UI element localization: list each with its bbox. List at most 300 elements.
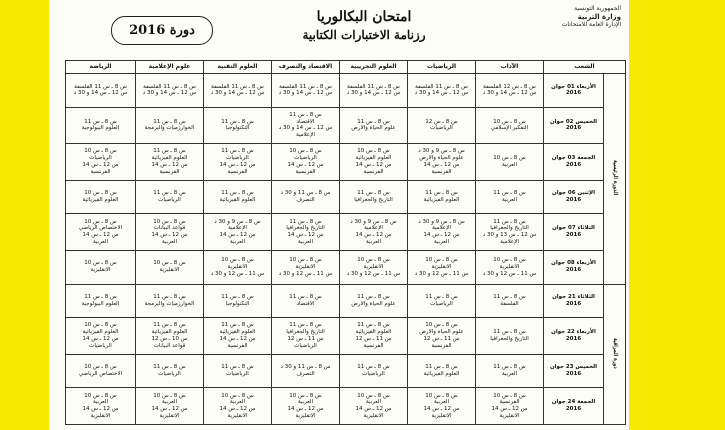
exam-cell <box>136 318 204 355</box>
exam-cell <box>408 180 476 214</box>
exam-cell-line: س 8 ـ س 10 <box>493 257 526 264</box>
table-row <box>66 354 626 388</box>
exam-cell-line: س 8 ـ س 11 و 30 د <box>280 190 331 197</box>
exam-day: الأربعاء 08 جوان 2016 <box>544 250 604 284</box>
exam-cell-line: س 8 ـ س 10 <box>153 260 186 267</box>
exam-cell <box>408 354 476 388</box>
exam-cell-line: العلوم الفيزيائية <box>355 329 392 336</box>
exam-cell-line: العربية <box>92 238 109 245</box>
exam-cell <box>340 250 408 284</box>
exam-cell-line: العلوم البيولوجية <box>81 125 120 132</box>
exam-cell-line: العربية <box>92 399 109 406</box>
exam-cell <box>204 354 272 388</box>
exam-cell <box>66 144 136 181</box>
exam-cell-line: س 8 ـ س 10 <box>493 392 526 399</box>
exam-cell-line: الأنقليزية <box>90 413 111 419</box>
exam-cell <box>476 388 544 425</box>
exam-cell-line: س 8 ـ س 11 <box>357 294 390 301</box>
exam-cell-line: س 8 ـ س 11 <box>493 218 526 225</box>
exam-cell <box>272 284 340 318</box>
exam-cell-line: الأنقليزية <box>227 413 248 419</box>
exam-cell-line: س 12 ـ س 14 <box>82 161 119 168</box>
table-row <box>66 284 626 318</box>
exam-cell-line: س 8 ـ س 11 <box>425 364 458 371</box>
exam-cell-line: س 8 ـ س 10 <box>425 257 458 264</box>
column-header: الشعب <box>544 61 626 74</box>
exam-cell-line: س 12 ـ س 14 <box>82 406 119 413</box>
exam-cell <box>136 180 204 214</box>
exam-cell <box>476 214 544 251</box>
exam-cell <box>136 214 204 251</box>
exam-cell-line: الرياضيات <box>294 342 317 349</box>
exam-cell-line: س 12 ـ س 14 و 30 د <box>278 90 333 97</box>
exam-cell-line: العلوم الفيزيائية <box>423 371 460 378</box>
exam-cell <box>272 214 340 251</box>
issuer-block <box>511 5 621 29</box>
exam-cell-line: س 12 ـ س 14 <box>219 161 256 168</box>
table-row <box>66 318 626 355</box>
exam-title: امتحان البكالوريا <box>316 9 412 25</box>
exam-cell-line: س 11 ـ س 12 و 30 د <box>414 270 469 277</box>
exam-cell-line: س 8 ـ س 11 <box>357 322 390 329</box>
exam-cell-line: س 8 ـ س 10 <box>153 218 186 225</box>
exam-cell-line: الخوارزميات والبرمجة <box>144 300 195 307</box>
exam-cell-line: س 8 ـ س 10 <box>84 364 117 371</box>
exam-cell-line: الإعلامية <box>432 225 451 232</box>
exam-cell-line: س 8 ـ س 10 <box>425 392 458 399</box>
exam-cell-line: س 8 ـ س 10 <box>357 257 390 264</box>
exam-cell <box>340 180 408 214</box>
exam-cell <box>408 284 476 318</box>
exam-cell <box>408 107 476 144</box>
exam-cell-line: س 8 ـ س 10 <box>357 148 390 155</box>
exam-cell-line: س 8 ـ س 11 <box>493 294 526 301</box>
exam-cell <box>340 354 408 388</box>
exam-cell-line: س 12 ـ س 14 و 30 د <box>414 90 469 97</box>
exam-cell-line: س 8 ـ س 10 <box>425 322 458 329</box>
exam-cell-line: س 8 ـ س 9 و 30 د <box>214 218 261 225</box>
exam-cell-line: قواعد البيانات <box>153 225 186 232</box>
exam-cell-line: الاختصاص الرياضي <box>78 225 123 232</box>
exam-cell-line: س 8 ـ س 11 <box>493 329 526 336</box>
exam-cell-line: التصرف <box>296 197 315 204</box>
exam-cell-line: الإعلامية <box>296 132 315 139</box>
exam-cell-line: س 8 ـ س 11 <box>153 294 186 301</box>
exam-cell-line: س 8 ـ س 11 <box>221 118 254 125</box>
exam-day: الخميس 23 جوان 2016 <box>544 354 604 388</box>
exam-cell-line: العلوم الفيزيائية <box>219 197 256 204</box>
exam-cell-line: علوم الحياة والأرض <box>419 329 464 336</box>
exam-cell <box>136 388 204 425</box>
exam-cell-line: الرياضيات <box>430 300 453 307</box>
exam-cell-line: س 8 ـ س 11 <box>493 190 526 197</box>
exam-cell-line: س 8 ـ س 11 <box>357 364 390 371</box>
exam-cell-line: العربية <box>501 371 518 378</box>
exam-cell <box>340 107 408 144</box>
exam-cell <box>272 180 340 214</box>
exam-cell <box>340 74 408 108</box>
exam-schedule-table <box>65 60 626 425</box>
exam-day: الثلاثاء 07 جوان 2016 <box>544 214 604 251</box>
exam-cell-line: س 8 ـ س 11 <box>221 322 254 329</box>
issuer-line: الجمهورية التونسية <box>574 5 621 12</box>
exam-cell <box>204 107 272 144</box>
exam-cell <box>136 74 204 108</box>
exam-cell-line: الإعلامية <box>364 225 383 232</box>
exam-cell <box>340 214 408 251</box>
exam-cell-line: س 11 ـ س 12 و 30 د <box>210 270 265 277</box>
exam-cell-line: س 8 ـ س 11 <box>221 148 254 155</box>
exam-cell-line: العربية <box>501 161 518 168</box>
exam-cell-line: س 8 ـ س 11 <box>153 190 186 197</box>
exam-cell-line: س 12 ـ س 14 <box>219 406 256 413</box>
exam-cell-line: العربية <box>297 399 314 406</box>
exam-cell-line: العلوم الفيزيائية <box>82 197 119 204</box>
exam-cell-line: الرياضيات <box>430 125 453 132</box>
exam-cell-line: الخوارزميات والبرمجة <box>144 125 195 132</box>
exam-cell-line: س 12 ـ س 14 و 30 د <box>482 90 537 97</box>
session-label-text: الدورة الرئيسية <box>611 159 618 195</box>
exam-cell-line: العلوم الفيزيائية <box>82 329 119 336</box>
exam-cell-line: س 12 ـ س 14 <box>151 161 188 168</box>
exam-cell <box>204 318 272 355</box>
exam-cell <box>66 354 136 388</box>
exam-cell-line: س 8 ـ س 11 <box>289 111 322 118</box>
exam-cell-line: س 12 ـ س 14 <box>423 232 460 239</box>
exam-cell-line: الفرنسية <box>431 342 452 349</box>
exam-cell <box>408 318 476 355</box>
exam-cell-line: س 8 ـ س 10 <box>357 392 390 399</box>
exam-cell-line: س 12 ـ س 14 <box>82 232 119 239</box>
exam-cell <box>66 284 136 318</box>
exam-cell <box>136 284 204 318</box>
exam-cell <box>66 318 136 355</box>
table-row <box>66 180 626 214</box>
exam-cell <box>204 284 272 318</box>
exam-cell <box>476 250 544 284</box>
exam-cell <box>476 354 544 388</box>
exam-cell-line: س 12 ـ س 14 <box>355 232 392 239</box>
column-header: علوم الإعلامية <box>136 61 204 74</box>
exam-cell-line: الفرنسية <box>227 168 248 175</box>
exam-cell <box>66 388 136 425</box>
exam-cell <box>204 74 272 108</box>
exam-cell-line: س 11 ـ س 12 و 30 د <box>482 270 537 277</box>
exam-cell-line: س 8 ـ س 11 <box>221 364 254 371</box>
exam-cell-line: س 12 ـ س 14 <box>423 161 460 168</box>
exam-cell-line: الرياضيات <box>362 371 385 378</box>
issuer-line: الإدارة العامة للامتحانات <box>561 21 621 28</box>
exam-cell-line: س 12 ـ س 14 <box>151 406 188 413</box>
exam-cell <box>136 144 204 181</box>
exam-cell-line: س 8 ـ س 11 الفلسفة <box>279 83 332 90</box>
exam-day: الأربعاء 22 جوان 2016 <box>544 318 604 355</box>
exam-cell-line: س 12 ـ س 14 و 30 د <box>346 90 401 97</box>
header-row <box>66 61 626 74</box>
exam-cell-line: الفرنسية <box>363 168 384 175</box>
exam-cell <box>476 107 544 144</box>
exam-cell-line: س 8 ـ س 10 <box>84 218 117 225</box>
exam-cell-line: التاريخ والجغرافيا <box>286 225 325 232</box>
exam-cell-line: س 8 ـ س 12 <box>425 118 458 125</box>
exam-cell-line: الاختصاص الرياضي <box>78 371 123 378</box>
exam-cell <box>66 250 136 284</box>
exam-cell-line: الرياضيات <box>226 371 249 378</box>
exam-cell-line: الرياضيات <box>294 155 317 162</box>
exam-cell-line: س 8 ـ س 10 <box>84 190 117 197</box>
exam-cell-line: س 11 ـ س 12 <box>423 335 460 342</box>
exam-cell-line: الفرنسية <box>159 168 180 175</box>
exam-cell-line: س 8 ـ س 11 الفلسفة <box>211 83 264 90</box>
column-header: العلوم التقنية <box>204 61 272 74</box>
exam-cell-line: س 8 ـ س 11 الفلسفة <box>415 83 468 90</box>
exam-cell-line: التفكير الإسلامي <box>490 125 529 132</box>
exam-cell-line: س 12 ـ س 14 <box>287 406 324 413</box>
exam-cell-line: س 12 ـ س 14 و 30 د <box>73 90 128 97</box>
exam-cell-line: س 8 ـ س 10 <box>289 392 322 399</box>
exam-cell <box>476 74 544 108</box>
exam-cell-line: س 12 ـ س 14 <box>219 232 256 239</box>
exam-cell-line: الأنقليزية <box>295 263 316 270</box>
exam-cell-line: قواعد البيانات <box>153 342 186 349</box>
exam-cell-line: س 10 ـ س 12 <box>151 335 188 342</box>
exam-cell-line: س 12 ـ س 14 و 30 د <box>210 90 265 97</box>
table-row <box>66 250 626 284</box>
exam-subtitle: رزنامة الاختبارات الكتابية <box>302 28 426 42</box>
exam-cell <box>476 318 544 355</box>
exam-cell-line: س 8 ـ س 11 <box>153 118 186 125</box>
exam-cell <box>66 74 136 108</box>
column-header: الرياضة <box>66 61 136 74</box>
exam-cell-line: س 8 ـ س 10 <box>221 257 254 264</box>
session-year-box: دورة 2016 <box>111 16 213 45</box>
exam-cell <box>204 214 272 251</box>
exam-cell-line: علوم الحياة والأرض <box>419 155 464 162</box>
exam-cell-line: الأنقليزية <box>159 413 180 419</box>
exam-cell-line: س 11 ـ س 12 و 30 د <box>346 270 401 277</box>
exam-cell-line: س 8 ـ س 11 <box>425 190 458 197</box>
exam-cell-line: س 11 ـ س 12 و 30 د <box>278 270 333 277</box>
exam-cell-line: س 8 ـ س 11 <box>493 364 526 371</box>
exam-cell <box>136 107 204 144</box>
exam-cell-line: س 8 ـ س 11 <box>289 294 322 301</box>
exam-cell-line: س 8 ـ س 11 الفلسفة <box>143 83 196 90</box>
exam-cell-line: العربية <box>433 238 450 245</box>
exam-cell <box>66 180 136 214</box>
exam-cell-line: س 8 ـ س 10 <box>153 392 186 399</box>
exam-cell <box>66 214 136 251</box>
exam-cell-line: س 8 ـ س 9 و 30 د <box>350 218 397 225</box>
exam-cell-line: الفرنسية <box>363 342 384 349</box>
exam-cell-line: علوم الحياة والأرض <box>351 125 396 132</box>
exam-cell-line: س 11 ـ س 12 <box>287 335 324 342</box>
exam-cell <box>272 318 340 355</box>
schedule-document <box>49 0 629 430</box>
column-header: العلوم التجريبية <box>340 61 408 74</box>
exam-cell <box>272 144 340 181</box>
exam-cell-line: س 8 ـ س 10 <box>84 260 117 267</box>
exam-cell-line: س 8 ـ س 10 <box>493 155 526 162</box>
exam-cell-line: س 8 ـ س 9 و 30 د <box>418 218 465 225</box>
exam-cell <box>272 250 340 284</box>
exam-cell-line: س 8 ـ س 12 الفلسفة <box>483 83 536 90</box>
exam-cell <box>340 144 408 181</box>
exam-cell-line: الأنقليزية <box>431 263 452 270</box>
exam-cell-line: الأنقليزية <box>499 263 520 270</box>
exam-cell-line: العربية <box>229 238 246 245</box>
exam-cell <box>340 318 408 355</box>
exam-cell-line: العربية <box>501 197 518 204</box>
exam-day: الأربعاء 01 جوان 2016 <box>544 74 604 108</box>
exam-cell-line: س 8 ـ س 11 <box>221 294 254 301</box>
exam-cell-line: الأنقليزية <box>90 267 111 274</box>
exam-cell <box>272 354 340 388</box>
exam-cell-line: الرياضيات <box>89 155 112 162</box>
exam-cell-line: الرياضيات <box>89 342 112 349</box>
exam-cell <box>408 388 476 425</box>
exam-cell-line: س 12 ـ س 13 و 30 د <box>482 232 537 239</box>
exam-cell-line: الفرنسية <box>295 168 316 175</box>
exam-cell <box>272 107 340 144</box>
exam-day: الإثنين 06 جوان 2016 <box>544 180 604 214</box>
exam-cell <box>340 284 408 318</box>
exam-cell <box>204 144 272 181</box>
exam-cell-line: الأنقليزية <box>363 413 384 419</box>
exam-cell-line: الأنقليزية <box>227 263 248 270</box>
exam-cell <box>340 388 408 425</box>
exam-cell-line: العلوم الفيزيائية <box>151 329 188 336</box>
exam-cell-line: س 12 ـ س 14 و 30 د <box>278 125 333 132</box>
exam-cell-line: التكنولوجيا <box>225 300 250 307</box>
exam-cell <box>476 144 544 181</box>
exam-cell-line: س 8 ـ س 11 الفلسفة <box>347 83 400 90</box>
exam-cell-line: س 8 ـ س 11 <box>84 118 117 125</box>
exam-cell-line: الاقتصاد <box>296 118 315 125</box>
exam-cell <box>136 354 204 388</box>
exam-cell-line: س 8 ـ س 11 <box>153 322 186 329</box>
exam-cell-line: علوم الحياة والأرض <box>351 300 396 307</box>
exam-cell-line: الرياضيات <box>158 197 181 204</box>
exam-day: الثلاثاء 21 جوان 2016 <box>544 284 604 318</box>
exam-cell <box>408 214 476 251</box>
exam-cell-line: س 8 ـ س 10 <box>84 322 117 329</box>
column-header: الرياضيات <box>408 61 476 74</box>
exam-cell-line: الأنقليزية <box>499 413 520 419</box>
exam-day: الخميس 02 جوان 2016 <box>544 107 604 144</box>
exam-cell <box>204 180 272 214</box>
exam-cell-line: الفرنسية <box>499 399 520 406</box>
exam-cell-line: التاريخ والجغرافيا <box>490 335 529 342</box>
exam-cell <box>408 74 476 108</box>
column-header: الآداب <box>476 61 544 74</box>
exam-cell-line: الفرنسية <box>227 342 248 349</box>
exam-cell-line: س 8 ـ س 10 <box>221 392 254 399</box>
exam-cell-line: س 8 ـ س 11 <box>425 294 458 301</box>
exam-cell-line: التاريخ والجغرافيا <box>354 197 393 204</box>
column-header: الاقتصاد والتصرف <box>272 61 340 74</box>
exam-cell-line: العربية <box>161 238 178 245</box>
exam-cell-line: العربية <box>161 399 178 406</box>
exam-cell-line: العربية <box>297 238 314 245</box>
exam-cell-line: س 8 ـ س 11 و 30 د <box>280 364 331 371</box>
exam-cell-line: العربية <box>229 399 246 406</box>
exam-cell-line: الفرنسية <box>90 168 111 175</box>
exam-cell-line: س 8 ـ س 10 <box>493 118 526 125</box>
exam-cell-line: س 12 ـ س 14 <box>491 406 528 413</box>
exam-cell-line: س 8 ـ س 11 <box>289 218 322 225</box>
session-label-text: دورة المراقبة <box>611 337 618 369</box>
exam-cell-line: س 8 ـ س 11 <box>84 294 117 301</box>
exam-cell-line: الأنقليزية <box>431 413 452 419</box>
exam-cell-line: الأنقليزية <box>159 267 180 274</box>
exam-cell-line: س 12 ـ س 14 <box>219 335 256 342</box>
exam-cell-line: العلوم الفيزيائية <box>219 329 256 336</box>
exam-cell-line: س 8 ـ س 10 <box>84 148 117 155</box>
table-row <box>66 144 626 181</box>
exam-cell <box>408 250 476 284</box>
exam-cell <box>272 74 340 108</box>
exam-cell-line: الإعلامية <box>228 225 247 232</box>
exam-cell <box>408 144 476 181</box>
exam-cell-line: س 8 ـ س 11 <box>289 322 322 329</box>
exam-cell-line: س 8 ـ س 11 <box>153 148 186 155</box>
session-label <box>604 74 626 285</box>
exam-cell <box>476 284 544 318</box>
session-label <box>604 284 626 424</box>
exam-cell-line: التصرف <box>296 371 315 378</box>
exam-cell-line: س 8 ـ س 11 <box>357 118 390 125</box>
exam-cell-line: س 8 ـ س 11 <box>153 364 186 371</box>
exam-cell-line: العربية <box>433 399 450 406</box>
exam-cell <box>204 388 272 425</box>
exam-cell-line: س 12 ـ س 14 و 30 د <box>142 90 197 97</box>
exam-cell-line: التاريخ والجغرافيا <box>490 225 529 232</box>
exam-cell-line: س 8 ـ س 11 <box>357 190 390 197</box>
table-row <box>66 107 626 144</box>
table-row <box>66 214 626 251</box>
exam-cell-line: الاقتصاد <box>296 300 315 307</box>
exam-cell-line: الفرنسية <box>431 168 452 175</box>
exam-cell-line: س 12 ـ س 14 <box>287 232 324 239</box>
exam-cell <box>66 107 136 144</box>
exam-cell-line: س 8 ـ س 10 <box>289 148 322 155</box>
exam-cell-line: س 8 ـ س 11 الفلسفة <box>74 83 127 90</box>
exam-cell-line: س 12 ـ س 14 <box>82 335 119 342</box>
exam-cell-line: س 8 ـ س 9 و 30 د <box>418 148 465 155</box>
exam-cell-line: الفلسفة <box>500 300 519 307</box>
exam-cell-line: س 12 ـ س 14 <box>355 406 392 413</box>
table-row <box>66 388 626 425</box>
exam-cell-line: الإعلامية <box>500 238 519 245</box>
exam-cell-line: العلوم الفيزيائية <box>355 155 392 162</box>
exam-cell-line: التاريخ والجغرافيا <box>286 329 325 336</box>
exam-cell-line: س 12 ـ س 14 <box>287 161 324 168</box>
document-title-block <box>249 8 479 44</box>
exam-cell-line: س 8 ـ س 11 <box>221 190 254 197</box>
exam-cell-line: الأنقليزية <box>295 413 316 419</box>
issuer-line: وزارة التربية <box>577 13 621 21</box>
exam-cell-line: س 11 ـ س 12 <box>355 335 392 342</box>
exam-cell-line: س 12 ـ س 14 <box>423 406 460 413</box>
exam-cell-line: العلوم الفيزيائية <box>151 155 188 162</box>
exam-cell-line: س 12 ـ س 14 <box>151 232 188 239</box>
exam-cell-line: العربية <box>365 238 382 245</box>
exam-cell-line: الأنقليزية <box>363 263 384 270</box>
exam-cell-line: س 8 ـ س 10 <box>84 392 117 399</box>
exam-cell-line: س 8 ـ س 10 <box>289 257 322 264</box>
exam-day: الجمعة 24 جوان 2016 <box>544 388 604 425</box>
exam-cell-line: الرياضيات <box>226 155 249 162</box>
